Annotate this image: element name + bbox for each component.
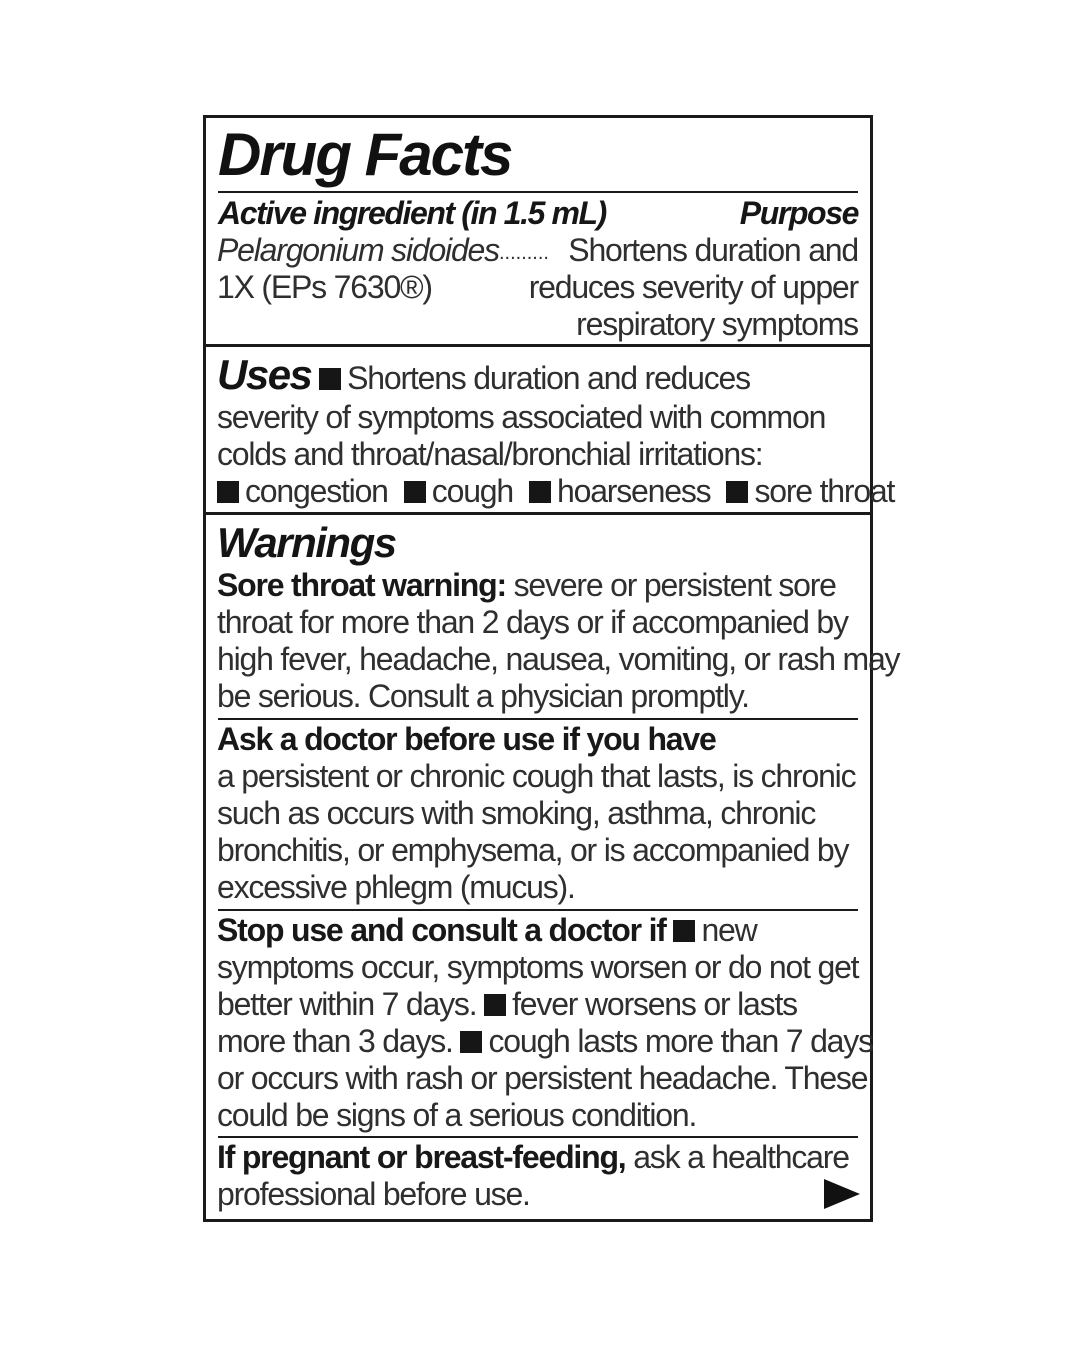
ingredient-name: Pelargonium sidoides (217, 232, 499, 268)
active-ingredient-header (218, 195, 858, 231)
title-divider (218, 191, 858, 193)
bullet-square-icon (673, 920, 695, 942)
uses-line-2: severity of symptoms associated with common (217, 399, 826, 435)
ask-doctor-heading (217, 721, 858, 757)
stop-use-line-1 (217, 912, 858, 948)
active-ingredient-heading: Active ingredient (in 1.5 mL) (218, 195, 606, 231)
stop-use-line-3 (217, 986, 858, 1022)
ask-doctor-line-1: a persistent or chronic cough that lasts, is chronic (217, 758, 856, 794)
stop-use-text-1: new (701, 912, 757, 948)
uses-section (206, 347, 895, 515)
ingredient-strength: 1X (EPs 7630®) (217, 269, 432, 305)
pregnant-line-1 (217, 1139, 858, 1175)
stop-use-text-4a: more than 3 days. (217, 1023, 453, 1059)
purpose-heading: Purpose (739, 195, 858, 231)
uses-bullet-cough: cough (431, 473, 513, 509)
sore-throat-text-1: severe or persistent sore (513, 567, 836, 603)
ask-doctor-line-3: bronchitis, or emphysema, or is accompanied by (217, 832, 849, 868)
warnings-divider-3 (218, 1136, 858, 1138)
purpose-line-1: Shortens duration and (568, 232, 858, 268)
bullet-square-icon (484, 994, 506, 1016)
uses-bullet-hoarseness: hoarseness (557, 473, 711, 509)
right-triangle-icon (824, 1179, 860, 1209)
ask-doctor-label: Ask a doctor before use if you have (217, 721, 716, 757)
purpose-line-3: respiratory symptoms (576, 306, 858, 342)
stop-use-text-4b: cough lasts more than 7 days (488, 1023, 873, 1059)
purpose-line-2: reduces severity of upper (528, 269, 858, 305)
stop-use-line-6: could be signs of a serious condition. (217, 1097, 697, 1133)
stop-use-text-3b: fever worsens or lasts (512, 986, 797, 1022)
panel-title: Drug Facts (218, 121, 512, 188)
leader-dots: ......... (498, 242, 549, 264)
warnings-divider-1 (218, 718, 858, 720)
uses-heading: Uses (217, 351, 312, 398)
stop-use-line-4 (217, 1023, 873, 1059)
warnings-heading-text: Warnings (217, 519, 396, 566)
warnings-section (206, 515, 900, 1219)
ask-doctor-line-2: such as occurs with smoking, asthma, chronic (217, 795, 816, 831)
uses-bullet-sore-throat: sore throat (754, 473, 895, 509)
bullet-square-icon (319, 368, 341, 390)
bullet-square-icon (460, 1031, 482, 1053)
stop-use-text-3a: better within 7 days. (217, 986, 477, 1022)
bullet-square-icon (529, 481, 551, 503)
sore-throat-line-4: be serious. Consult a physician promptly. (217, 678, 749, 714)
pregnant-label: If pregnant or breast-feeding, (217, 1139, 626, 1175)
active-ingredient-section (206, 118, 870, 347)
warnings-heading (217, 521, 858, 568)
sore-throat-line-2: throat for more than 2 days or if accompanied by (217, 604, 848, 640)
stop-use-line-5: or occurs with rash or persistent headache. These (217, 1060, 868, 1096)
stop-use-label: Stop use and consult a doctor if (217, 912, 666, 948)
stop-use-line-2: symptoms occur, symptoms worsen or do not get (217, 949, 859, 985)
uses-bullet-congestion: congestion (245, 473, 388, 509)
sore-throat-line-1 (217, 567, 858, 603)
ask-doctor-line-4: excessive phlegm (mucus). (217, 869, 575, 905)
pregnant-text-1: ask a healthcare (633, 1139, 849, 1175)
bullet-square-icon (217, 481, 239, 503)
uses-line-1 (217, 353, 858, 400)
sore-throat-line-3: high fever, headache, nausea, vomiting, or rash may (217, 641, 900, 677)
pregnant-line-2: professional before use. (217, 1176, 530, 1212)
sore-throat-label: Sore throat warning: (217, 567, 506, 603)
uses-line-3: colds and throat/nasal/bronchial irritations: (217, 436, 763, 472)
warnings-divider-2 (218, 909, 858, 911)
drug-facts-panel (203, 115, 900, 1222)
uses-text-1: Shortens duration and reduces (347, 360, 750, 396)
bullet-square-icon (726, 481, 748, 503)
bullet-square-icon (404, 481, 426, 503)
uses-bullet-list (217, 473, 895, 509)
